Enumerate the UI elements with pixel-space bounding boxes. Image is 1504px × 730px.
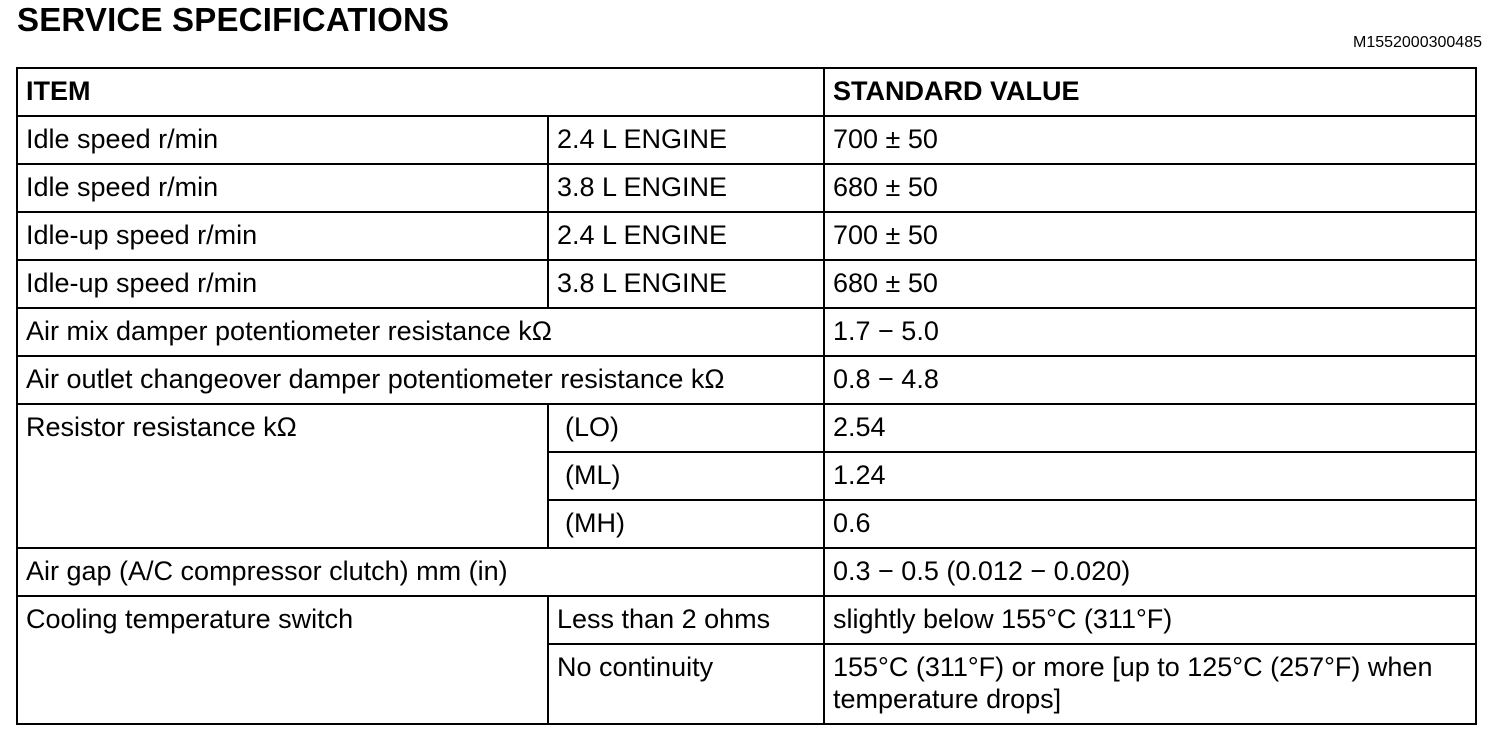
table-row xyxy=(17,212,1476,260)
value-cell: 0.6 xyxy=(824,500,1476,548)
value-cell: 0.3 − 0.5 (0.012 − 0.020) xyxy=(824,548,1476,596)
table-row xyxy=(17,596,1476,644)
condition-cell: No continuity xyxy=(548,644,824,724)
table-row xyxy=(17,356,1476,404)
value-cell: 2.54 xyxy=(824,404,1476,452)
condition-cell: 3.8 L ENGINE xyxy=(548,260,824,308)
page-title: SERVICE SPECIFICATIONS xyxy=(17,1,450,38)
condition-cell: (ML) xyxy=(548,452,824,500)
item-cell: Air mix damper potentiometer resistance kΩ xyxy=(17,308,824,356)
item-cell: Air gap (A/C compressor clutch) mm (in) xyxy=(17,548,824,596)
item-cell: Idle speed r/min xyxy=(17,116,548,164)
value-cell: 700 ± 50 xyxy=(824,212,1476,260)
item-cell: Idle-up speed r/min xyxy=(17,212,548,260)
table-row xyxy=(17,308,1476,356)
value-cell: 1.7 − 5.0 xyxy=(824,308,1476,356)
condition-cell: 3.8 L ENGINE xyxy=(548,164,824,212)
condition-cell: Less than 2 ohms xyxy=(548,596,824,644)
item-cell: Cooling temperature switch xyxy=(17,596,548,724)
item-cell: Idle speed r/min xyxy=(17,164,548,212)
item-cell: Idle-up speed r/min xyxy=(17,260,548,308)
header-item: ITEM xyxy=(17,68,824,116)
service-spec-table xyxy=(16,67,1477,725)
table-row xyxy=(17,260,1476,308)
header-standard-value: STANDARD VALUE xyxy=(824,68,1476,116)
condition-cell: (MH) xyxy=(548,500,824,548)
item-cell: Air outlet changeover damper potentiometer resistance kΩ xyxy=(17,356,824,404)
table-row xyxy=(17,116,1476,164)
condition-cell: 2.4 L ENGINE xyxy=(548,116,824,164)
document-code: M1552000300485 xyxy=(1352,34,1482,51)
value-cell: 155°C (311°F) or more [up to 125°C (257°F) when temperature drops] xyxy=(824,644,1476,724)
value-cell: 0.8 − 4.8 xyxy=(824,356,1476,404)
item-cell: Resistor resistance kΩ xyxy=(17,404,548,548)
value-cell: 680 ± 50 xyxy=(824,164,1476,212)
value-cell: 1.24 xyxy=(824,452,1476,500)
condition-cell: 2.4 L ENGINE xyxy=(548,212,824,260)
value-cell: 700 ± 50 xyxy=(824,116,1476,164)
condition-cell: (LO) xyxy=(548,404,824,452)
table-row xyxy=(17,404,1476,452)
value-cell: 680 ± 50 xyxy=(824,260,1476,308)
table-row xyxy=(17,548,1476,596)
table-header-row xyxy=(17,68,1476,116)
table-row xyxy=(17,164,1476,212)
value-cell: slightly below 155°C (311°F) xyxy=(824,596,1476,644)
